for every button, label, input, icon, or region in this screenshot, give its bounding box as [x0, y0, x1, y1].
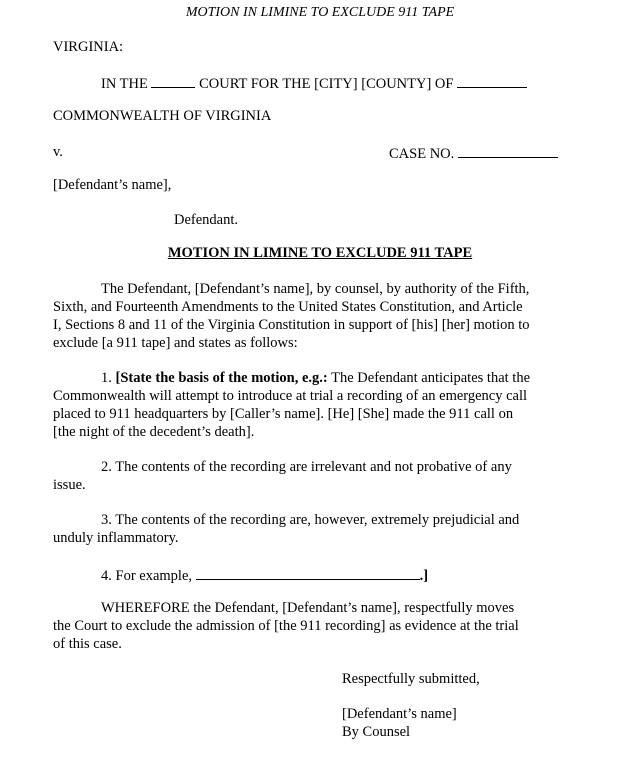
- intro-paragraph: [53, 280, 583, 352]
- item-2-line: issue.: [53, 477, 86, 493]
- item-1-line-rest: The Defendant anticipates that the: [327, 370, 530, 386]
- item-1-bold-instruction: [State the basis of the motion, e.g.:: [115, 370, 328, 386]
- case-number-label: CASE NO.: [389, 146, 455, 162]
- wherefore-line: of this case.: [53, 636, 122, 652]
- item-4-prefix: 4. For example,: [101, 568, 193, 584]
- item-4-paragraph: [53, 565, 583, 585]
- state-caption: VIRGINIA:: [53, 39, 124, 55]
- item-1-line: placed to 911 headquarters by [Caller’s name]. [He] [She] made the 911 call on: [53, 406, 514, 422]
- defendant-name-line: [Defendant’s name],: [53, 177, 172, 193]
- item-2-paragraph: [53, 458, 583, 494]
- plaintiff-name: COMMONWEALTH OF VIRGINIA: [53, 108, 272, 124]
- item-3-paragraph: [53, 511, 583, 547]
- defendant-label: Defendant.: [174, 212, 239, 228]
- item-3-line: unduly inflammatory.: [53, 530, 179, 546]
- court-type-blank: [151, 73, 195, 88]
- wherefore-line: WHEREFORE the Defendant, [Defendant’s name], respectfully moves: [101, 600, 515, 616]
- jurisdiction-blank: [457, 73, 527, 88]
- intro-line: Sixth, and Fourteenth Amendments to the United States Constitution, and Article: [53, 299, 523, 315]
- case-number-line: [389, 143, 558, 163]
- signature-by-counsel: By Counsel: [342, 724, 411, 740]
- signature-name: [Defendant’s name]: [342, 706, 457, 722]
- item-1-line: Commonwealth will attempt to introduce at trial a recording of an emergency call: [53, 388, 528, 404]
- wherefore-line: the Court to exclude the admission of [the 911 recording] as evidence at the trial: [53, 618, 519, 634]
- item-1-first-line: [53, 369, 583, 387]
- versus-label: v.: [53, 144, 63, 160]
- court-line-middle: COURT FOR THE [CITY] [COUNTY] OF: [199, 76, 454, 92]
- case-number-blank: [458, 143, 558, 158]
- motion-heading: MOTION IN LIMINE TO EXCLUDE 911 TAPE: [167, 245, 473, 261]
- item-3-line: 3. The contents of the recording are, however, extremely prejudicial and: [101, 512, 520, 528]
- item-1-line: [the night of the decedent’s death].: [53, 424, 255, 440]
- intro-line: I, Sections 8 and 11 of the Virginia Constitution in support of [his] [her] motion to: [53, 317, 530, 333]
- wherefore-paragraph: [53, 599, 583, 653]
- intro-line: The Defendant, [Defendant’s name], by counsel, by authority of the Fifth,: [101, 281, 530, 297]
- item-1-paragraph: [53, 369, 583, 441]
- item-4-suffix: .]: [419, 568, 429, 584]
- signature-closing: Respectfully submitted,: [342, 671, 480, 687]
- court-line-prefix: IN THE: [101, 76, 148, 92]
- item-2-line: 2. The contents of the recording are irrelevant and not probative of any: [101, 459, 512, 475]
- header-title: MOTION IN LIMINE TO EXCLUDE 911 TAPE: [185, 5, 455, 20]
- intro-line: exclude [a 911 tape] and states as follows:: [53, 335, 298, 351]
- item-4-line: [53, 565, 583, 585]
- item-1-number: 1.: [101, 370, 116, 386]
- court-line: [101, 73, 527, 93]
- example-blank: [196, 565, 420, 580]
